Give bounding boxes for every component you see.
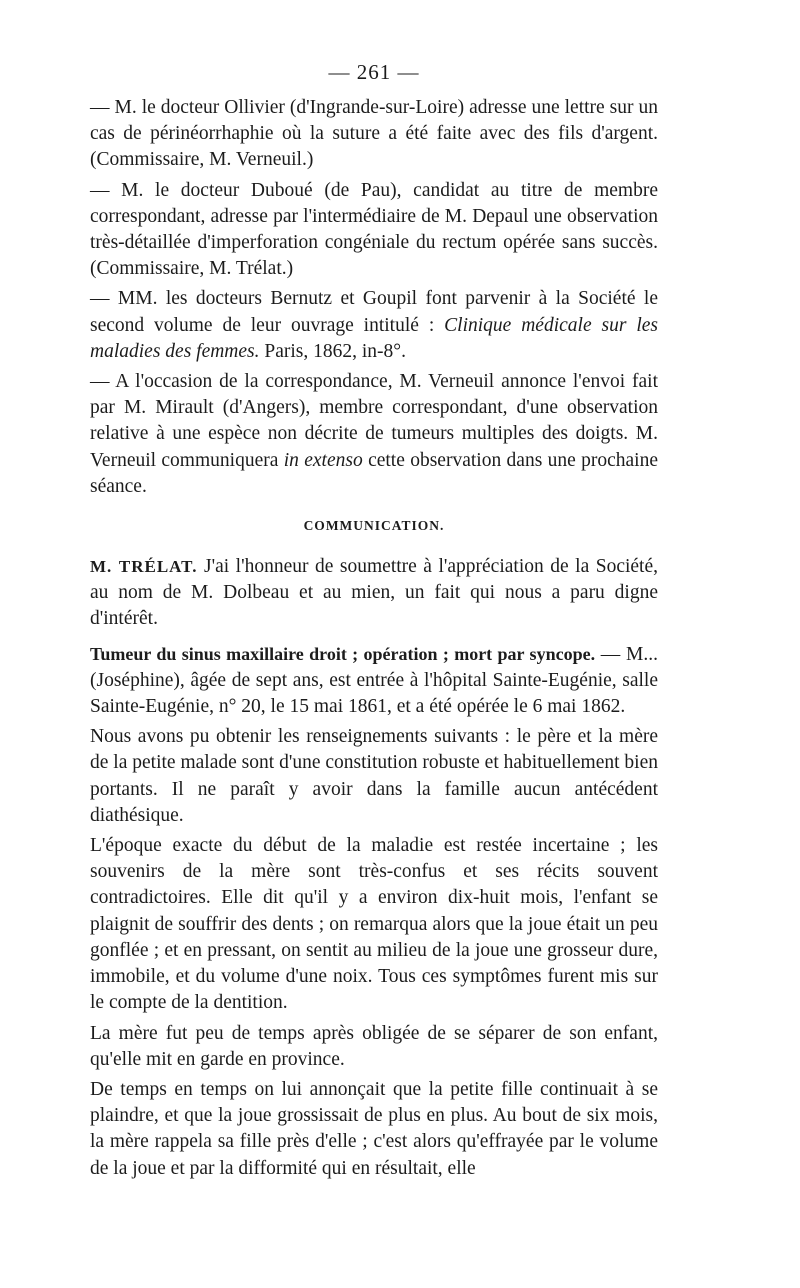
paragraph-case-2: L'époque exacte du début de la maladie est restée incertaine ; les souvenirs de la mère sont très-confus et ses récits souvent contradictoires. Elle dit qu'il y a environ dix-huit mois, l'enfant se plaignit de souffrir des dents ; on remarqua alors que la joue était un peu gonflée ; et en pressant, on sentit au milieu de la joue une grosseur dure, immobile, et du volume d'une noix. Tous ces symptômes furent mis sur le compte de la dentition. — [90, 835, 658, 1014]
section-heading: COMMUNICATION. — [303, 518, 445, 534]
paragraph-case-4: De temps en temps on lui annonçait que la petite fille continuait à se plaindre, et que la joue grossissait de plus en plus. Au bout de six mois, la mère rappela sa fille près d'elle ; c'est alors qu'effrayée par le volume de la joue et par la difformité qui en résultait, elle — [90, 1078, 658, 1179]
page-number: — 261 — — [328, 60, 420, 84]
case-title: Tumeur du sinus maxillaire droit ; opération ; mort par syncope. — [90, 643, 596, 664]
book-title: Clinique médicale sur les maladies des femmes. — [90, 314, 659, 362]
case-intro-text: — M... (Joséphine), âgée de sept ans, est entrée à l'hôpital Sainte-Eugénie, salle Sainte-Eugénie, n° 20, le 15 mai 1861, et a été opérée le 6 mai 1862. — [90, 643, 658, 718]
paragraph-ollivier: — M. le docteur Ollivier (d'Ingrande-sur-Loire) adresse une lettre sur un cas de périnéorrhaphie où la suture a été faite avec des fils d'argent. (Commissaire, M. Verneuil.) — [90, 97, 658, 171]
paragraph-trelat — [90, 554, 658, 633]
paragraph-trelat-text: J'ai l'honneur de soumettre à l'appréciation de la Société, au nom de M. Dolbeau et au mien, un fait qui nous a paru digne d'intérêt. — [90, 556, 658, 630]
paragraph-case-intro — [90, 641, 658, 721]
speaker-name: M. TRÉLAT. — [90, 557, 198, 577]
paragraph-case-1: Nous avons pu obtenir les renseignements suivants : le père et la mère de la petite malade sont d'une constitution robuste et habituellement bien portants. Il ne paraît y avoir dans la famille aucun antécédent diathésique. — [90, 726, 658, 826]
paragraph-verneuil-end: cette observation dans une prochaine séance. — [90, 449, 659, 497]
paragraph-duboue: — M. le docteur Duboué (de Pau), candidat au titre de membre correspondant, adresse par l'intermédiaire de M. Depaul une observation très-détaillée d'imperforation congéniale du rectum opérée sans succès. (Commissaire, M. Trélat.) — [90, 179, 658, 280]
paragraph-verneuil — [90, 369, 658, 500]
paragraph-bernutz-text: — MM. les docteurs Bernutz et Goupil font parvenir à la Société le second volume de leur ouvrage intitulé : — [90, 288, 658, 336]
paragraph-verneuil-text: — A l'occasion de la correspondance, M. Verneuil annonce l'envoi fait par M. Mirault (d'Angers), membre correspondant, d'une observation relative à une espèce non décrite de tumeurs multiples des doigts. M. Verneuil communiquera — [90, 371, 658, 471]
paragraph-case-3: La mère fut peu de temps après obligée de se séparer de son enfant, qu'elle mit en garde en province. — [90, 1022, 658, 1070]
page-content — [90, 60, 658, 1186]
in-extenso: in extenso — [283, 449, 363, 471]
paragraph-bernutz — [90, 286, 658, 365]
paragraph-bernutz-end: Paris, 1862, in-8°. — [259, 340, 406, 362]
